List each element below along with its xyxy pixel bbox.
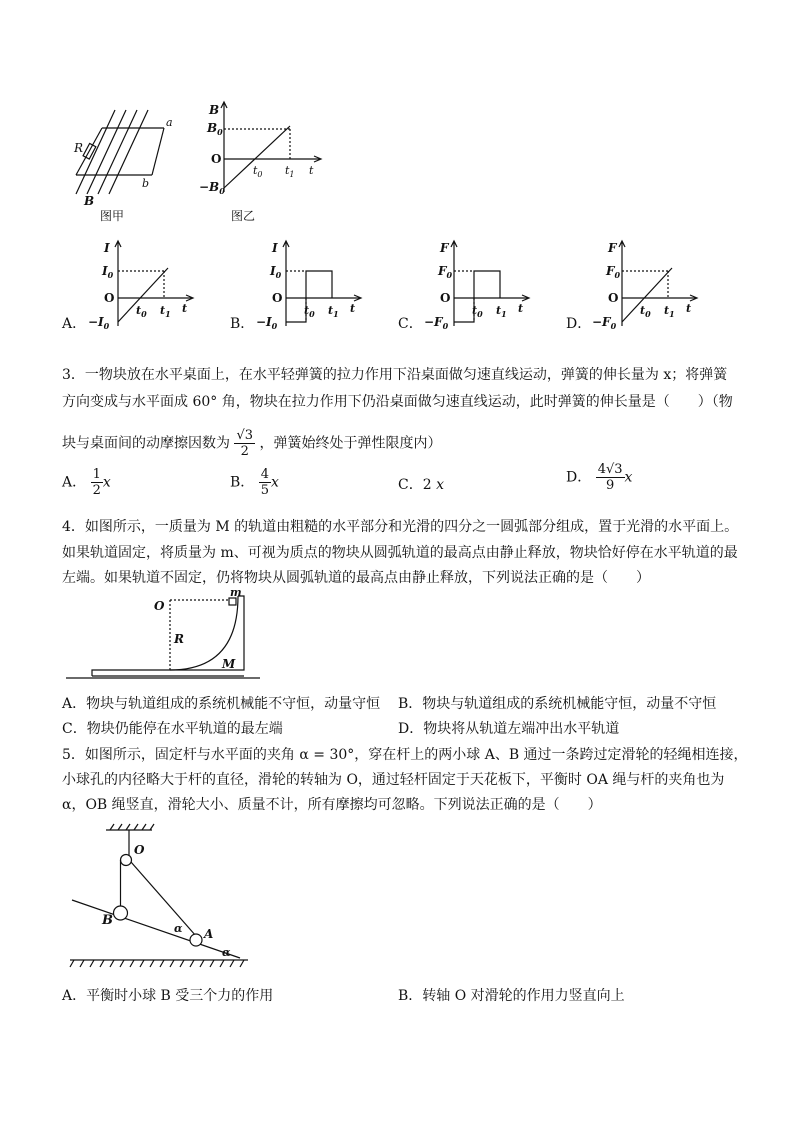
t1-label: $t_1$ bbox=[664, 304, 675, 319]
ground-hatch bbox=[70, 960, 244, 967]
q2-option-letter: D． bbox=[566, 316, 592, 332]
q2-option-letter: C． bbox=[398, 316, 423, 332]
q3-option-d[interactable]: D． $\frac{4√3}{9}$ x bbox=[566, 462, 633, 493]
q5-option-b[interactable]: B．转轴 O 对滑轮的作用力竖直向上 bbox=[398, 988, 625, 1004]
t0-label: $t_0$ bbox=[472, 304, 483, 319]
t0-label: $t_0$ bbox=[640, 304, 651, 319]
t-axis-label: t bbox=[686, 302, 692, 315]
svg-text:α: α bbox=[222, 946, 231, 959]
ball-b bbox=[114, 906, 128, 920]
bottom-value-label: $-F_0$ bbox=[592, 315, 617, 331]
svg-text:t0: $t_0$ bbox=[253, 164, 263, 179]
q5-line3: α，OB 绳竖直，滑轮大小、质量不计，所有摩擦均可忽略。下列说法正确的是（ ） bbox=[62, 797, 602, 813]
y-axis-label: I bbox=[104, 241, 110, 255]
y-axis-label: F bbox=[608, 241, 617, 255]
svg-text:A: A bbox=[204, 927, 214, 941]
top-value-label: $I_0$ bbox=[270, 264, 282, 280]
q2-graph bbox=[584, 238, 704, 334]
origin-label: O bbox=[440, 291, 451, 305]
q5-line2: 小球孔的内径略大于杆的直径，滑轮的转轴为 O，通过轻杆固定于天花板下，平衡时 OA 绳与杆的夹角也为 bbox=[62, 772, 725, 788]
ball-a bbox=[190, 934, 202, 946]
bottom-value-label: $-I_0$ bbox=[88, 315, 110, 331]
q4-line2: 如果轨道固定，将质量为 m、可视为质点的物块从圆弧轨道的最高点由静止释放，物块恰好停在水平轨道的最 bbox=[62, 545, 738, 561]
svg-text:α: α bbox=[174, 922, 183, 935]
top-value-label: $I_0$ bbox=[102, 264, 114, 280]
figure-jia-diagram bbox=[76, 110, 164, 194]
inclined-rod bbox=[72, 900, 240, 958]
label-b: b bbox=[142, 177, 150, 190]
q4-option-a[interactable]: A．物块与轨道组成的系统机械能不守恒，动量守恒 bbox=[62, 696, 381, 712]
t1-label: $t_1$ bbox=[496, 304, 507, 319]
svg-text:R: R bbox=[174, 632, 184, 646]
t1-label: $t_1$ bbox=[328, 304, 339, 319]
q2-option-letter: B． bbox=[230, 316, 255, 332]
y-axis-label: F bbox=[440, 241, 449, 255]
bottom-value-label: $-F_0$ bbox=[424, 315, 449, 331]
t-axis-label: t bbox=[182, 302, 188, 315]
q2-option-a[interactable] bbox=[62, 238, 212, 334]
q4-option-c[interactable]: C．物块仍能停在水平轨道的最左端 bbox=[62, 721, 283, 737]
svg-text:B0: $B_0$ bbox=[207, 121, 223, 137]
q5-option-a[interactable]: A．平衡时小球 B 受三个力的作用 bbox=[62, 988, 274, 1004]
bottom-value-label: $-I_0$ bbox=[256, 315, 278, 331]
svg-text:−B0: $-B_0$ bbox=[199, 180, 225, 196]
label-B: B bbox=[84, 194, 95, 208]
origin-label: O bbox=[272, 291, 283, 305]
q2-option-b[interactable] bbox=[230, 238, 380, 334]
svg-text:m: m bbox=[230, 588, 242, 599]
t0-label: $t_0$ bbox=[136, 304, 147, 319]
top-value-label: $F_0$ bbox=[606, 264, 621, 280]
caption-jia: 图甲 bbox=[100, 209, 125, 223]
q2-option-d[interactable] bbox=[566, 238, 716, 334]
svg-text:O: O bbox=[134, 843, 145, 857]
origin-label: O bbox=[104, 291, 115, 305]
q4-figure bbox=[62, 588, 262, 684]
ceiling-hatch bbox=[110, 824, 154, 830]
caption-yi: 图乙 bbox=[231, 209, 256, 223]
svg-text:B: B bbox=[102, 913, 113, 928]
q3-mu-den: 2 bbox=[240, 444, 249, 459]
q3-line3-post: ，弹簧始终处于弹性限度内） bbox=[259, 435, 442, 452]
q4-option-d[interactable]: D．物块将从轨道左端冲出水平轨道 bbox=[398, 721, 620, 737]
q5-figure bbox=[62, 822, 252, 972]
y-axis-label: I bbox=[272, 241, 278, 255]
t1-label: $t_1$ bbox=[160, 304, 171, 319]
t-axis-label: t bbox=[350, 302, 356, 315]
svg-text:O: O bbox=[211, 152, 222, 166]
figure-yi bbox=[195, 100, 330, 225]
q2-option-c[interactable] bbox=[398, 238, 548, 334]
q3-line3 bbox=[62, 428, 441, 459]
q4-line3: 左端。如果轨道不固定，仍将物块从圆弧轨道的最高点由静止释放，下列说法正确的是（ ） bbox=[62, 570, 650, 586]
pulley bbox=[121, 855, 132, 866]
svg-text:M: M bbox=[222, 657, 236, 671]
q4-line1: 4．如图所示，一质量为 M 的轨道由粗糙的水平部分和光滑的四分之一圆弧部分组成，置于光滑的水平面上。 bbox=[62, 519, 739, 535]
origin-label: O bbox=[608, 291, 619, 305]
t0-label: $t_0$ bbox=[304, 304, 315, 319]
q4-option-b[interactable]: B．物块与轨道组成的系统机械能守恒，动量不守恒 bbox=[398, 696, 717, 712]
q3-line2: 方向变成与水平面成 60° 角，物块在拉力作用下仍沿桌面做匀速直线运动，此时弹簧的伸长量是（ ）（物 bbox=[62, 394, 733, 410]
label-R: R bbox=[74, 141, 84, 155]
t-axis-label: t bbox=[518, 302, 524, 315]
svg-text:B: B bbox=[209, 103, 220, 117]
q2-graph bbox=[248, 238, 368, 334]
q2-graph bbox=[416, 238, 536, 334]
q3-option-c[interactable]: C．2 x bbox=[398, 477, 444, 493]
top-value-label: $F_0$ bbox=[438, 264, 453, 280]
q2-graph bbox=[80, 238, 200, 334]
block-m bbox=[229, 598, 236, 605]
q3-mu-num: √3 bbox=[236, 428, 254, 443]
rope-oa bbox=[131, 862, 196, 936]
q3-mu-fraction bbox=[234, 428, 255, 459]
svg-text:t1: $t_1$ bbox=[285, 164, 295, 179]
svg-text:O: O bbox=[154, 599, 165, 613]
q5-line1: 5．如图所示，固定杆与水平面的夹角 α = 30°，穿在杆上的两小球 A、B 通过一条跨过定滑轮的轻绳相连接， bbox=[62, 747, 748, 763]
label-a: a bbox=[166, 116, 173, 129]
q3-line1: 3．一物块放在水平桌面上，在水平轻弹簧的拉力作用下沿桌面做匀速直线运动，弹簧的伸长量为 x；将弹簧 bbox=[62, 367, 728, 383]
q3-option-a[interactable]: A． $\frac{1}{2}$ x bbox=[62, 467, 111, 498]
q3-line3-pre: 块与桌面间的动摩擦因数为 bbox=[62, 435, 230, 452]
svg-text:t: t bbox=[309, 164, 314, 177]
figure-jia bbox=[62, 100, 182, 225]
q2-option-letter: A． bbox=[62, 316, 87, 332]
q3-option-b[interactable]: B． $\frac{4}{5}$ x bbox=[230, 467, 279, 498]
